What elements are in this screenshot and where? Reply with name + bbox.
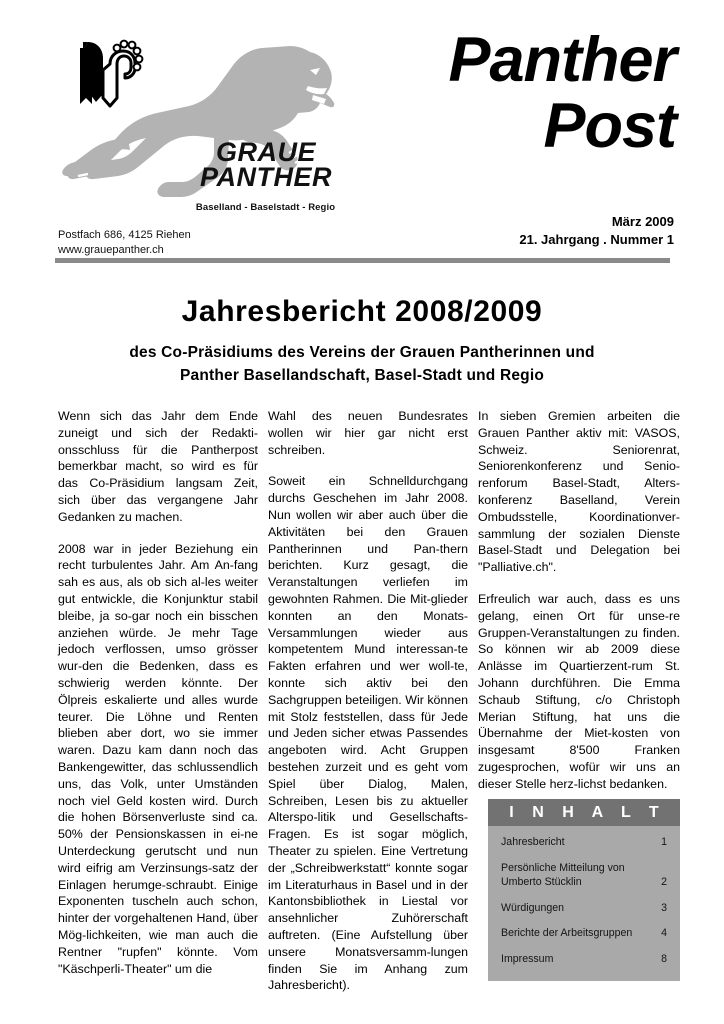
toc-entry[interactable] xyxy=(501,861,667,890)
issue-info xyxy=(519,213,674,248)
toc-entry-label: Impressum xyxy=(501,953,554,966)
paragraph: Wahl des neuen Bundesrates wollen wir hier gar nicht erst schreiben. xyxy=(268,409,468,457)
article-title: Jahresbericht 2008/2009 xyxy=(181,295,543,328)
toc-entry-label: Jahresbericht xyxy=(501,836,565,848)
toc-entry-label: Berichte der Arbeitsgruppen xyxy=(501,927,633,940)
toc-entry[interactable] xyxy=(501,901,667,916)
text-column-3 xyxy=(478,408,680,793)
basel-crest-icon xyxy=(80,41,142,106)
toc-entry-page: 3 xyxy=(661,901,667,914)
publisher-address xyxy=(58,228,191,257)
publication-title-line2: Post xyxy=(543,90,676,161)
text-column-1 xyxy=(58,408,258,977)
paragraph: Wenn sich das Jahr dem Ende zuneigt und sich der Redakti-onsschluss für die Pantherpost bemerkbar macht, so wird es für das Co-Präsidium langsam Zeit, sich über das vergangene Jahr Gedanken zu machen. xyxy=(58,409,258,524)
toc-entry-page: 8 xyxy=(661,953,667,966)
masthead xyxy=(0,0,724,272)
address-website[interactable]: www.grauepanther.ch xyxy=(58,243,164,256)
logo-region-line: Baselland - Baselstadt - Regio xyxy=(195,202,336,213)
toc-entry-page: 1 xyxy=(661,836,667,848)
toc-header: I N H A L T xyxy=(488,799,680,826)
toc-entry[interactable] xyxy=(501,926,667,941)
logo-wordmark-line1: GRAUE xyxy=(215,137,316,167)
paragraph: In sieben Gremien arbeiten die Grauen Panther aktiv mit: VASOS, Schweiz. Seniorenrat, Seniorenkonferenz und Senio-renforum Basel-Stadt, Alters-konferenz Baselland, Verein Ombudsstelle, Koordinationver-sammlung der sozialen Dienste Basel-Stadt und Delegation bei "Palliative.ch". xyxy=(478,409,680,575)
logo-wordmark-line2: PANTHER xyxy=(199,161,332,192)
article-subtitle-line2: Panther Basellandschaft, Basel-Stadt und Regio xyxy=(179,367,545,385)
table-of-contents-box xyxy=(488,799,680,981)
article-subtitle xyxy=(62,341,662,388)
masthead-divider xyxy=(55,258,670,263)
issue-number: 21. Jahrgang . Nummer 1 xyxy=(519,231,674,247)
text-column-2 xyxy=(268,408,468,994)
publication-title xyxy=(256,25,676,161)
toc-entry-label-line1: Persönliche Mitteilung von xyxy=(501,861,625,874)
paragraph: Erfreulich war auch, dass es uns gelang, einen Ort für unse-re Gruppen-Veranstaltungen zu finden. So können wir ab 2009 diese Anlässe im Quartierzent-rum St. Johann durchführen. Die Emma Schaub Stiftung, c/o Christoph Merian Stiftung, hat uns die Übernahme der Miet-kosten von insgesamt 8'500 Franken zugesprochen, wofür wir uns an dieser Stelle herz-lichst bedanken. xyxy=(478,591,680,791)
toc-entry[interactable] xyxy=(501,952,667,967)
publication-title-line1: Panther xyxy=(448,25,676,95)
paragraph: 2008 war in jeder Beziehung ein recht turbulentes Jahr. Am An-fang sah es aus, als ob sich al-les weiter gut entwickle, die Konjunktur stabil bleibe, ja so-gar noch ein bisschen anziehen würde. Je mehr Tage jedoch verflossen, umso grösser wur-den die Bedenken, dass es schwierig werden könnte. Der Ölpreis eskalierte und alles wurde teurer. Die Löhne und Renten blieben aber dort, wo sie immer waren. Dazu kam dann noch das Bankengewitter, das schlussendlich uns, das Volk, unter Umständen noch viel Geld kosten wird. Durch die hohen Börsenverluste sind ca. 50% der Pensionskassen in ei-ne Unterdeckung gerutscht und nun wird eifrig am Verzinsungs-satz der Einlagen herumge-schraubt. Einige Exponenten tuscheln auch schon, hinter der vorgehaltenen Hand, über Mög-lichkeiten, wie man auch die Rentner "rupfen" könnte. Vom "Käschperli-Theater" um die xyxy=(58,541,258,976)
toc-entry-page: 2 xyxy=(661,876,667,889)
address-postal: Postfach 686, 4125 Riehen xyxy=(58,229,191,241)
paragraph: Soweit ein Schnelldurchgang durchs Geschehen im Jahr 2008. Nun wollen wir aber auch über die Aktivitäten bei den Grauen Pantherinnen und Pan-thern berichten. Kurz gesagt, die Veranstaltungen verliefen im gewohnten Rahmen. Die Mit-glieder konnten an den Monats-Versammlungen wieder aus kompetentem Mund interessan-te Fakten erfahren und wer woll-te, konnte sich aktiv bei den Sachgruppen beteiligen. Wir können mit Stolz feststellen, dass für Jede und Jeden sicher etwas Passendes angeboten wird. Acht Gruppen bestehen zurzeit und es geht vom Spiel über Dialog, Malen, Schreiben, Lesen bis zu aktueller Alterspo-litik und Gesellschafts-Fragen. Es ist sogar möglich, Theater zu spielen. Eine Vertretung der „Schreibwerkstatt“ konnte sogar im Literaturhaus in Basel und in der Kantonsbibliothek in Liestal vor ansehnlicher Zuhörerschaft auftreten. (Eine Aufstellung über unsere Monatsversamm-lungen finden Sie im Anhang zum Jahresbericht). xyxy=(268,474,468,993)
toc-list xyxy=(488,826,680,967)
toc-entry[interactable] xyxy=(501,835,667,850)
toc-entry-label xyxy=(501,861,657,890)
toc-entry-page: 4 xyxy=(661,927,667,940)
issue-date: März 2009 xyxy=(611,214,674,229)
article-subtitle-line1: des Co-Präsidiums des Vereins der Grauen Pantherinnen und xyxy=(129,344,595,361)
toc-entry-label: Würdigungen xyxy=(501,901,565,914)
toc-entry-label-line2: Umberto Stücklin xyxy=(501,876,582,889)
